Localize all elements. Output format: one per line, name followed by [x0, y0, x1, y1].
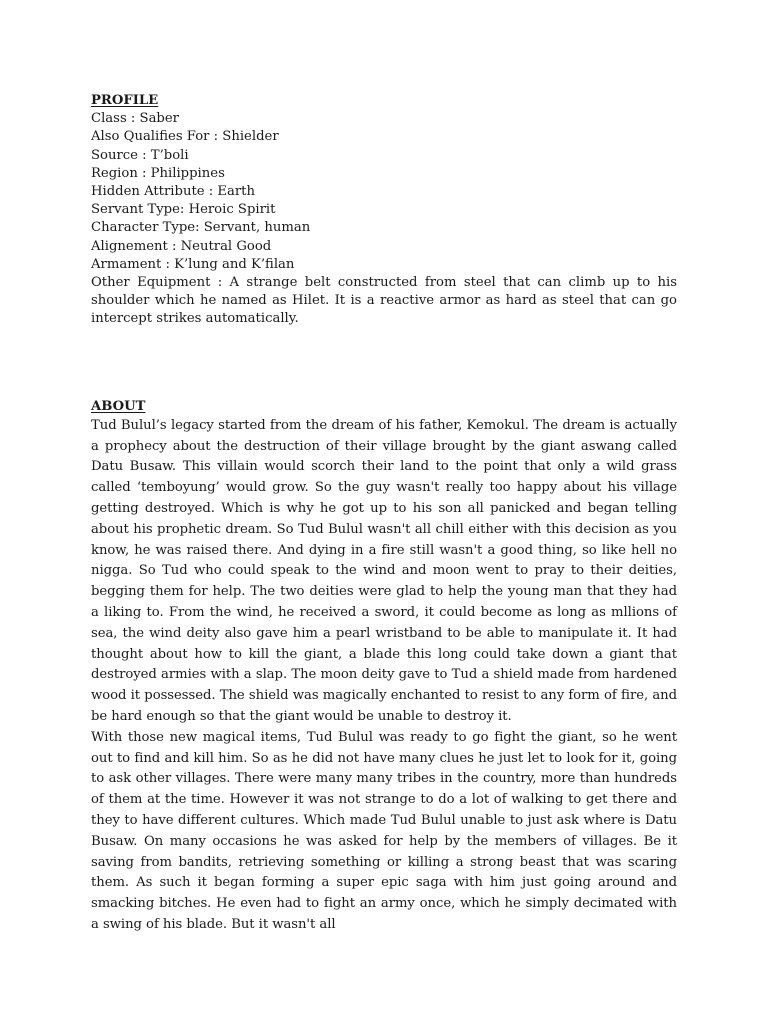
profile-region: Region : Philippines: [91, 165, 225, 181]
profile-armament: Armament : K’lung and K’filan: [91, 256, 295, 272]
profile-source: Source : T’boli: [91, 147, 189, 163]
profile-class: Class : Saber: [91, 111, 179, 127]
about-heading: ABOUT: [91, 398, 146, 414]
profile-alignment: Alignement : Neutral Good: [91, 238, 272, 254]
about-paragraph-2: With those new magical items, Tud Bulul was ready to go fight the giant, so he went out to find and kill him. So as he did not have many clues he just let to look for it, going to ask other villages. There were many many tribes in the country, more than hundreds of them at the time. However it was not strange to do a lot of walking to get there and they to have different cultures. Which made Tud Bulul unable to just ask where is Datu Busaw. On many occasions he was asked for help by the members of villages. Be it saving from bandits, retrieving something or killing a strong beast that was scaring them. As such it began forming a super epic saga with him just going around and smacking bitches. He even had to fight an army once, which he simply decimated with a swing of his blade. But it wasn't all: [91, 729, 677, 932]
profile-hidden-attribute: Hidden Attribute : Earth: [91, 184, 255, 200]
document-page: [91, 92, 677, 936]
about-paragraph-1: Tud Bulul’s legacy started from the dream of his father, Kemokul. The dream is actually a prophecy about the destruction of their village brought by the giant aswang called Datu Busaw. This villain would scorch their land to the point that only a wild grass called ‘temboyung’ would grow. So the guy wasn't really too happy about his village getting destroyed. Which is why he got up to his son all panicked and began telling about his prophetic dream. So Tud Bulul wasn't all chill either with this decision as you know, he was raised there. And dying in a fire still wasn't a good thing, so like hell no nigga. So Tud who could speak to the wind and moon went to pray to their deities, begging them for help. The two deities were glad to help the young man that they had a liking to. From the wind, he received a sword, it could become as long as mllions of sea, the wind deity also gave him a pearl wristband to be able to manipulate it. It had thought about how to kill the giant, a blade this long could take down a giant that destroyed armies with a slap. The moon deity gave to Tud a shield made from hardened wood it possessed. The shield was magically enchanted to resist to any form of fire, and be hard enough so that the giant would be unable to destroy it.: [91, 417, 677, 724]
profile-heading: PROFILE: [91, 93, 159, 108]
profile-other-equipment: Other Equipment : A strange belt constructed from steel that can climb up to his shoulder which he named as Hilet. It is a reactive armor as hard as steel that can go intercept strikes automatically.: [91, 275, 677, 327]
profile-servant-type: Servant Type: Heroic Spirit: [91, 202, 276, 218]
profile-also-qualifies: Also Qualifies For : Shielder: [91, 129, 279, 145]
profile-character-type: Character Type: Servant, human: [91, 220, 311, 236]
